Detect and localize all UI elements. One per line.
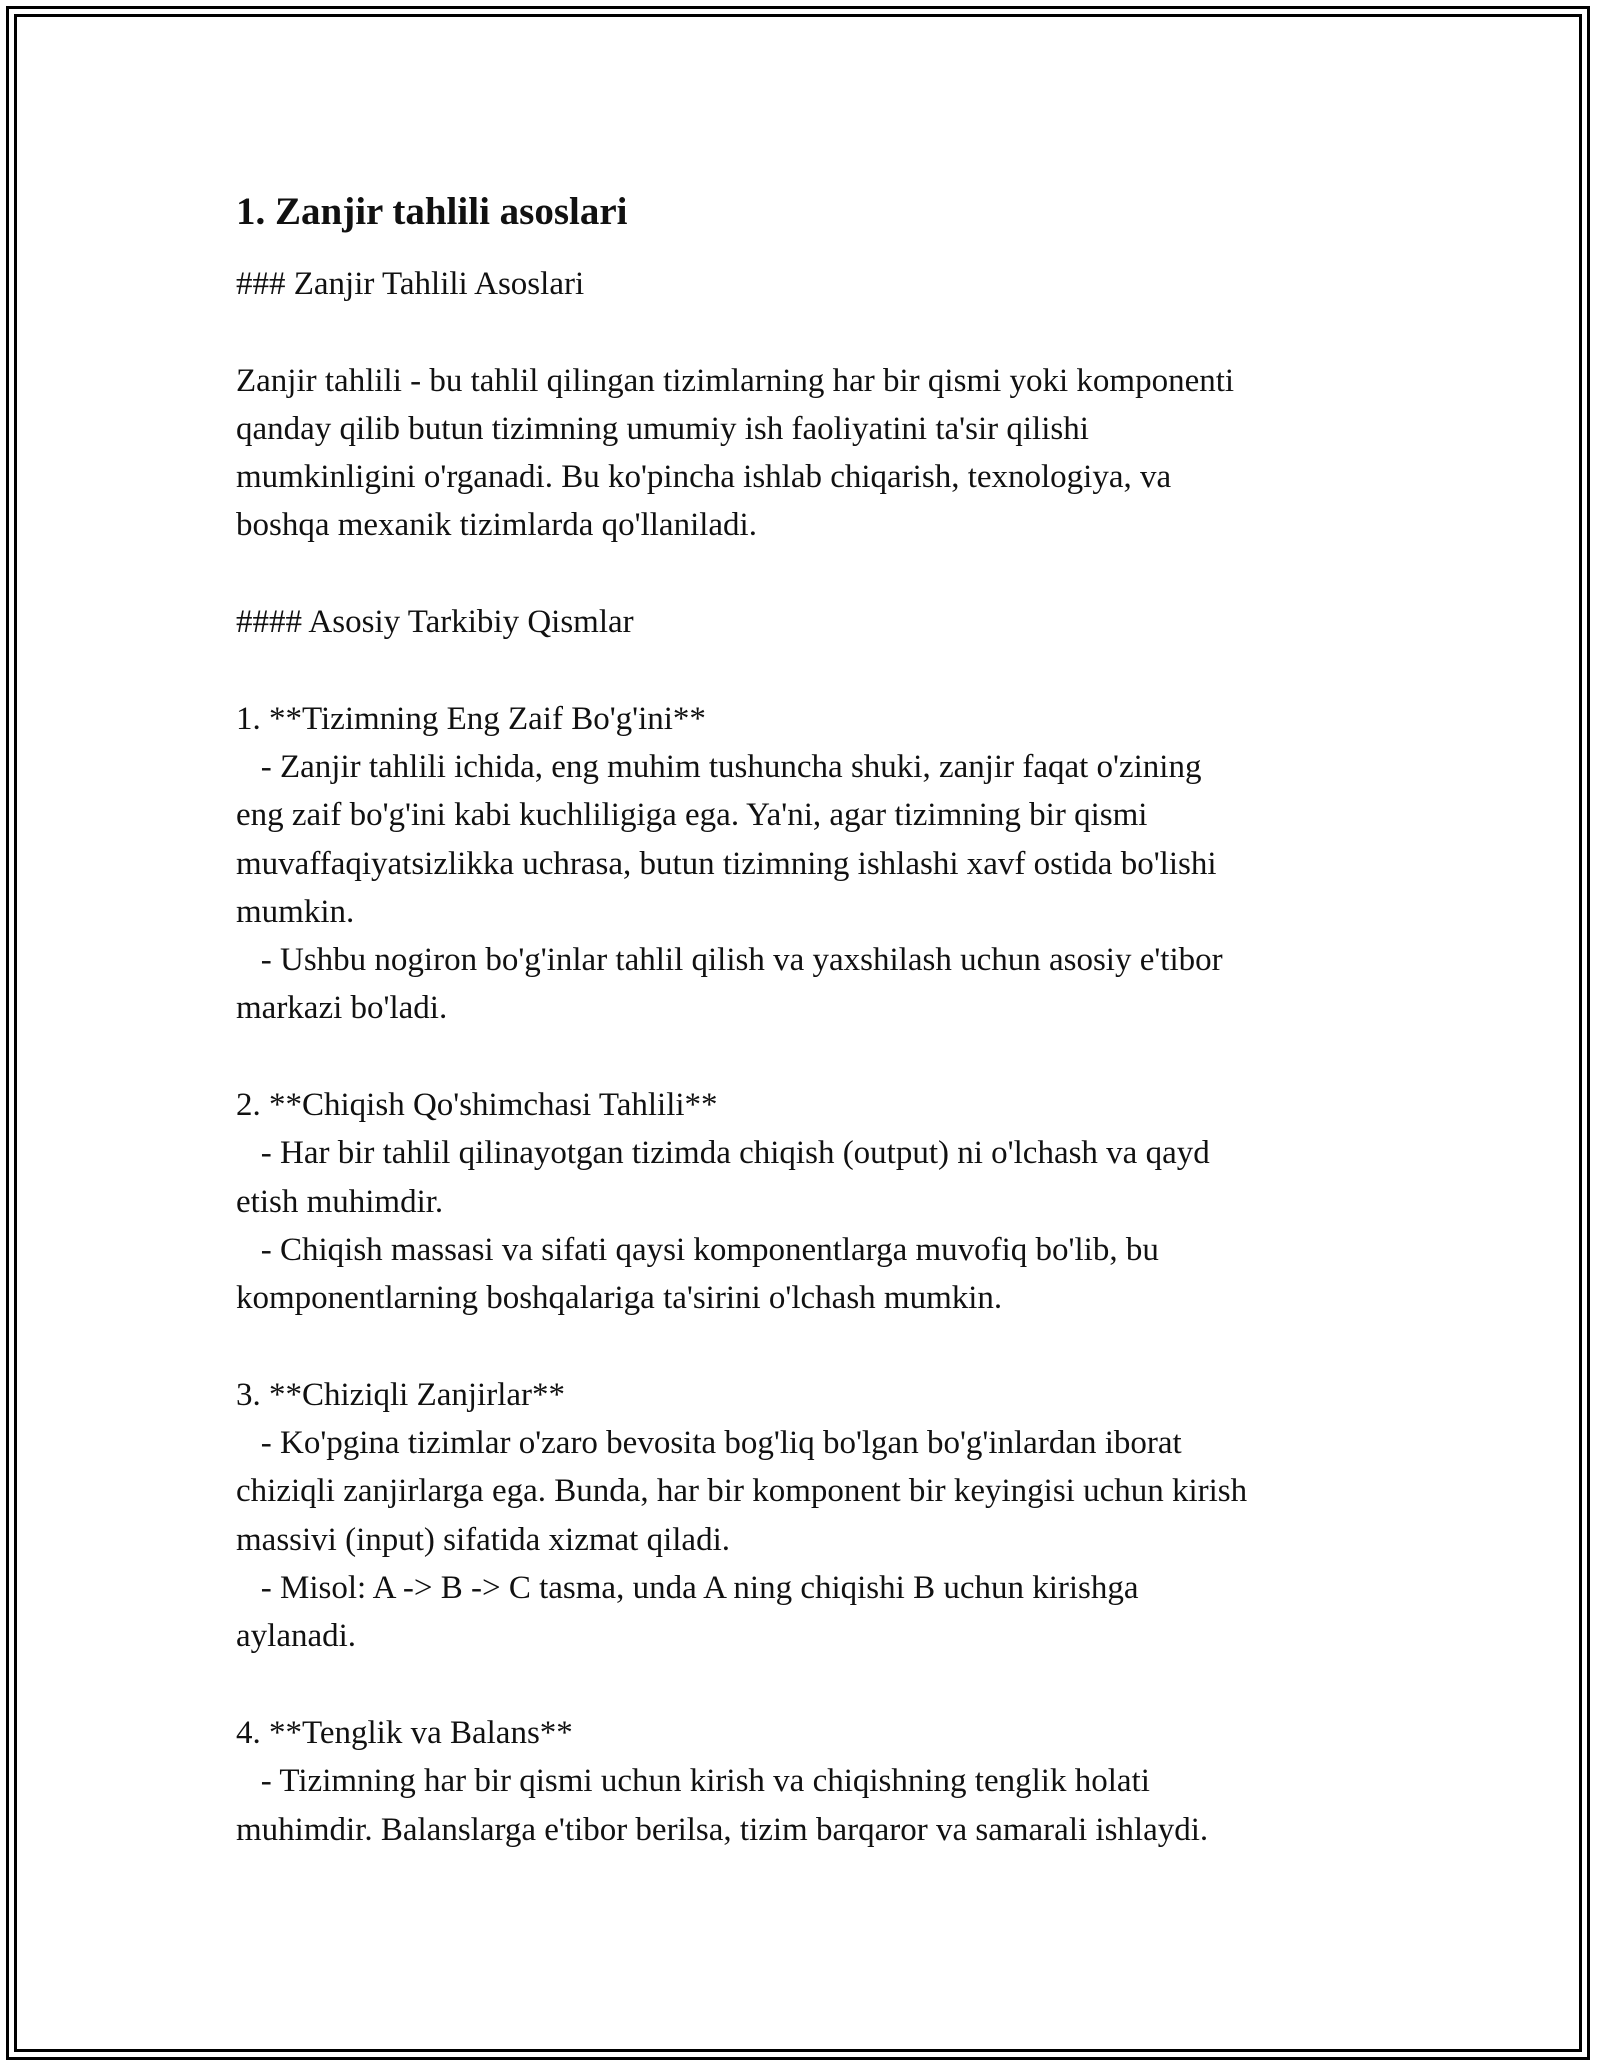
intro-paragraph bbox=[236, 357, 1386, 550]
section-line: mumkin. bbox=[236, 893, 355, 930]
intro-line: mumkinligini o'rganadi. Bu ko'pincha ishlab chiqarish, texnologiya, va bbox=[236, 459, 1172, 496]
section-line: - Chiqish massasi va sifati qaysi komponentlarga muvofiq bo'lib, bu bbox=[236, 1231, 1159, 1268]
section-line: - Har bir tahlil qilinayotgan tizimda chiqish (output) ni o'lchash va qayd bbox=[236, 1135, 1210, 1172]
intro-line: Zanjir tahlili - bu tahlil qilingan tizimlarning har bir qismi yoki komponenti bbox=[236, 362, 1235, 399]
section-equality-balance bbox=[236, 1709, 1386, 1854]
spacer bbox=[236, 550, 1386, 598]
section-heading: 2. **Chiqish Qo'shimchasi Tahlili** bbox=[236, 1087, 718, 1124]
section-line: muhimdir. Balanslarga e'tibor berilsa, tizim barqaror va samarali ishlaydi. bbox=[236, 1811, 1209, 1848]
document-page bbox=[236, 186, 1386, 1854]
section-line: - Misol: A -> B -> C tasma, unda A ning chiqishi B uchun kirishga bbox=[236, 1570, 1139, 1607]
section-weakest-link bbox=[236, 695, 1386, 1033]
page-title: 1. Zanjir tahlili asoslari bbox=[236, 190, 628, 233]
spacer bbox=[236, 646, 1386, 694]
section-linear-chains bbox=[236, 1371, 1386, 1661]
section-line: chiziqli zanjirlarga ega. Bunda, har bir komponent bir keyingisi uchun kirish bbox=[236, 1473, 1248, 1510]
spacer bbox=[236, 1661, 1386, 1709]
spacer bbox=[236, 1323, 1386, 1371]
spacer bbox=[236, 308, 1386, 356]
section-line: - Ko'pgina tizimlar o'zaro bevosita bog'liq bo'lgan bo'g'inlardan iborat bbox=[236, 1425, 1182, 1462]
section-line: - Zanjir tahlili ichida, eng muhim tushuncha shuki, zanjir faqat o'zining bbox=[236, 748, 1202, 785]
markdown-subheading: #### Asosiy Tarkibiy Qismlar bbox=[236, 604, 634, 641]
intro-line: boshqa mexanik tizimlarda qo'llaniladi. bbox=[236, 507, 757, 544]
section-line: etish muhimdir. bbox=[236, 1183, 444, 1220]
section-output-analysis bbox=[236, 1081, 1386, 1322]
intro-line: qanday qilib butun tizimning umumiy ish faoliyatini ta'sir qilishi bbox=[236, 410, 1089, 447]
section-heading: 4. **Tenglik va Balans** bbox=[236, 1714, 573, 1751]
section-line: aylanadi. bbox=[236, 1618, 357, 1655]
section-line: massivi (input) sifatida xizmat qiladi. bbox=[236, 1521, 730, 1558]
section-heading: 1. **Tizimning Eng Zaif Bo'g'ini** bbox=[236, 700, 706, 737]
section-line: markazi bo'ladi. bbox=[236, 990, 448, 1027]
section-heading: 3. **Chiziqli Zanjirlar** bbox=[236, 1376, 566, 1413]
markdown-heading: ### Zanjir Tahlili Asoslari bbox=[236, 266, 585, 302]
section-line: muvaffaqiyatsizlikka uchrasa, butun tizimning ishlashi xavf ostida bo'lishi bbox=[236, 845, 1217, 882]
section-line: komponentlarning boshqalariga ta'sirini o'lchash mumkin. bbox=[236, 1280, 1003, 1317]
section-line: - Tizimning har bir qismi uchun kirish va chiqishning tenglik holati bbox=[236, 1763, 1150, 1800]
section-line: eng zaif bo'g'ini kabi kuchliligiga ega. Ya'ni, agar tizimning bir qismi bbox=[236, 797, 1148, 834]
section-line: - Ushbu nogiron bo'g'inlar tahlil qilish va yaxshilash uchun asosiy e'tibor bbox=[236, 942, 1223, 979]
spacer bbox=[236, 1033, 1386, 1081]
